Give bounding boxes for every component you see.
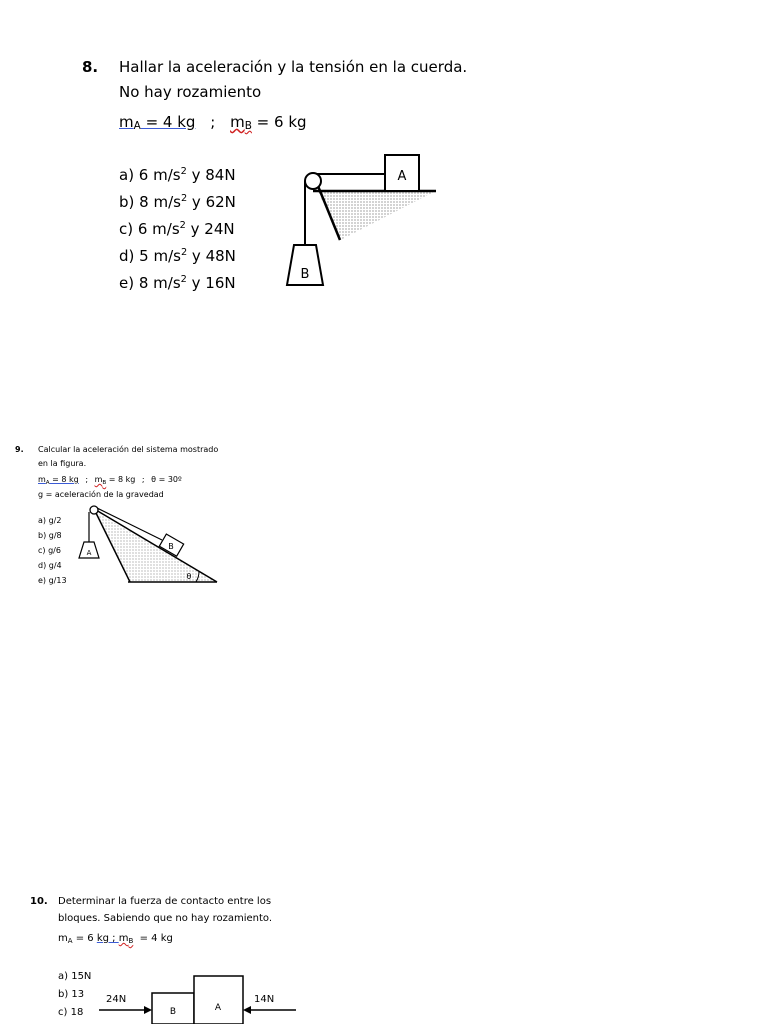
mass-a-label: $m_A = 8$ kg: [38, 475, 79, 486]
force-right-label: 14N: [254, 994, 275, 1005]
option-b: b) 8 $m/s^2$ y 62N: [119, 193, 236, 211]
angle-separator: ;: [141, 475, 145, 484]
mass-b-label: $m_B = 8$ kg: [94, 475, 136, 486]
option-c: c) 18: [58, 1007, 84, 1018]
block-b-label: B: [300, 267, 310, 282]
force-left-arrowhead: [144, 1006, 152, 1014]
force-left-label: 24N: [106, 994, 127, 1005]
problem-9-number: 9.: [15, 445, 24, 454]
problem-9-line2: en la figura.: [38, 459, 87, 468]
block-a: [194, 976, 243, 1024]
mass-b-label: $m_B = 4$ kg: [118, 933, 173, 945]
gravity-note: g = aceleración de la gravedad: [38, 490, 164, 499]
problem-8-title: Hallar la aceleración y la tensión en la cuerda.: [119, 58, 468, 76]
angle-label: θ: [186, 572, 192, 581]
mass-a-label: mA = 4 kg: [119, 113, 196, 132]
problem-10-number: 10.: [30, 896, 48, 907]
force-right-arrowhead: [243, 1006, 251, 1014]
problem-9-line1: Calcular la aceleración del sistema mostrado: [38, 445, 219, 454]
option-a: a) 15N: [58, 971, 92, 982]
problem-8-subtitle: No hay rozamiento: [119, 83, 262, 101]
mass-b-label: mB = 6 kg: [230, 113, 307, 132]
angle-value: θ = 30º: [151, 475, 182, 484]
mass-separator: ;: [210, 113, 216, 131]
problem-10-line2: bloques. Sabiendo que no hay rozamiento.: [58, 913, 273, 924]
option-a: a) g/2: [38, 516, 62, 525]
block-a-label: A: [397, 169, 407, 184]
block-a-label: A: [214, 1003, 222, 1013]
mass-separator: ;: [108, 933, 119, 944]
block-b-label: B: [168, 542, 174, 551]
problem-8-number: 8.: [82, 58, 99, 76]
option-c: c) g/6: [38, 546, 61, 555]
block-b-label: B: [169, 1007, 177, 1017]
option-b: b) 13: [58, 989, 85, 1000]
option-e: e) g/13: [38, 576, 67, 585]
option-a: a) 6 $m/s^2$ y 84N: [119, 166, 236, 184]
block-a-label: A: [86, 549, 92, 557]
option-d: d) g/4: [38, 561, 62, 570]
mass-separator: ;: [85, 475, 89, 484]
option-e: e) 8 $m/s^2$ y 16N: [119, 274, 236, 292]
option-d: d) 5 $m/s^2$ y 48N: [119, 247, 236, 265]
problem-10-line1: Determinar la fuerza de contacto entre los: [58, 896, 272, 907]
mass-a-label: $m_A = 6$ kg: [58, 933, 109, 945]
option-c: c) 6 $m/s^2$ y 24N: [119, 220, 235, 238]
option-b: b) g/8: [38, 531, 62, 540]
